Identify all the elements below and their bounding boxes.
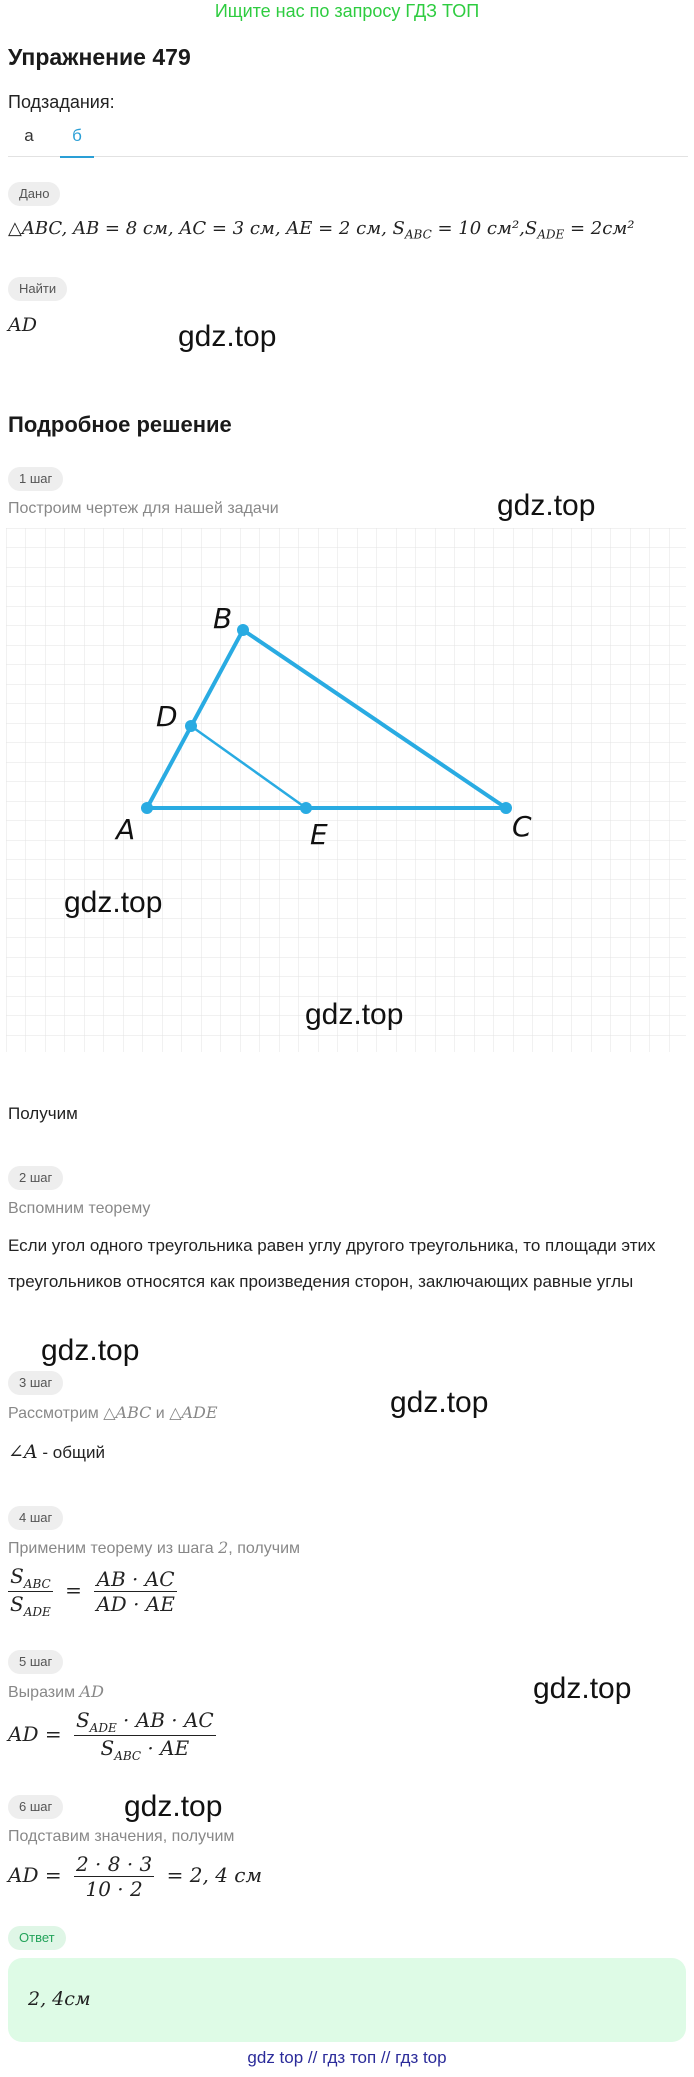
watermark: gdz.top [178,320,277,353]
given-line [8,218,634,242]
grid-background [6,528,686,1052]
caption-text: и [151,1405,170,1422]
denominator: AD · AE [96,1592,175,1616]
subscript: ADE [89,1721,117,1735]
caption-math: AD [79,1682,104,1701]
label-b: B [213,602,233,635]
numerator [74,1708,216,1736]
label-e: E [310,818,328,851]
caption-text: Применим теорему из шага [8,1540,219,1557]
step-chip: 4 шаг [8,1506,63,1530]
got-label: Получим [8,1104,78,1123]
angle-math: ∠A [8,1441,38,1463]
page-title: Упражнение 479 [8,44,191,70]
step-chip: 3 шаг [8,1371,63,1395]
subtasks-label: Подзадания: [8,92,115,112]
symbol: S [10,1592,24,1616]
denominator [74,1736,216,1763]
caption-text: Рассмотрим [8,1405,104,1422]
step-caption: Подставим значения, получим [8,1828,235,1845]
symbol: S [10,1564,24,1588]
label-c: C [512,810,532,843]
caption-text: Выразим [8,1684,80,1701]
denominator: 10 · 2 [85,1877,143,1901]
watermark: gdz.top [497,489,596,522]
fraction [74,1708,216,1763]
caption-math: 2 [218,1538,229,1557]
step-chip: 2 шаг [8,1166,63,1190]
numerator: 2 · 8 · 3 [75,1852,153,1876]
subtask-tabs [8,118,688,157]
step-caption [8,1538,300,1558]
subscript: ABC [114,1749,142,1763]
footer-links[interactable]: gdz top // гдз топ // гдз top [247,2048,447,2067]
watermark: gdz.top [390,1386,489,1419]
formula-lhs: AD = [8,1863,62,1887]
point-a [141,802,153,814]
step-caption [8,1682,104,1702]
step-chip: 1 шаг [8,467,63,491]
caption-text: , получим [228,1540,301,1557]
point-c [500,802,512,814]
symbol: S [100,1736,115,1760]
formula-result [8,1852,262,1901]
formula-ad [8,1708,216,1763]
equals: = [65,1578,82,1602]
answer-box [8,1958,686,2042]
watermark: gdz.top [305,998,404,1031]
answer-value: 2, 4см [28,1988,91,2010]
step-caption: Построим чертеж для нашей задачи [8,500,279,517]
watermark: gdz.top [64,886,163,919]
label-a: A [116,813,136,846]
step-caption: Вспомним теорему [8,1200,151,1217]
point-b [237,624,249,636]
fraction-rhs [94,1567,177,1616]
formula-ratio [8,1564,177,1619]
denominator [8,1592,53,1619]
fraction [74,1852,154,1901]
common-angle-line [8,1441,105,1464]
watermark: gdz.top [41,1334,140,1367]
triangle-diagram [6,528,686,1052]
label-d: D [156,700,178,733]
numerator: AB · AC [94,1567,177,1592]
caption-math: △ADE [169,1403,218,1422]
tab-a[interactable]: а [24,126,34,145]
find-chip: Найти [8,277,67,301]
step-chip: 6 шаг [8,1795,63,1819]
symbol: · AB · AC [116,1708,214,1732]
top-banner: Ищите нас по запросу ГДЗ ТОП [214,1,480,21]
formula-rhs: = 2, 4 см [166,1863,263,1887]
step-caption [8,1403,218,1423]
subscript: ADE [23,1605,51,1619]
given-part: △ABC, AB = 8 см, AC = 3 см, AE = 2 см, S [8,218,405,239]
tab-b[interactable]: б [60,126,94,158]
watermark: gdz.top [533,1672,632,1705]
symbol: · AE [141,1736,190,1760]
find-value: AD [8,314,37,336]
formula-lhs: AD = [8,1722,62,1746]
step-chip: 5 шаг [8,1650,63,1674]
given-sub-abc: ABC [404,227,432,242]
fraction-lhs [8,1564,53,1619]
given-chip: Дано [8,182,60,206]
theorem-text: Если угол одного треугольника равен углу другого треугольника, то площади этих треугольников относятся как произведения сторон, заключающих равные углы [8,1236,656,1291]
given-sub-ade: ADE [537,227,565,242]
numerator [8,1564,53,1592]
watermark: gdz.top [124,1790,223,1823]
subscript: ABC [23,1577,51,1591]
point-e [300,802,312,814]
given-part: = 2см² [564,218,635,239]
point-d [185,720,197,732]
answer-chip: Ответ [8,1926,66,1950]
angle-text: - общий [37,1443,105,1462]
solution-title: Подробное решение [8,412,232,437]
given-part: = 10 см²,S [431,218,538,239]
symbol: S [75,1708,90,1732]
caption-math: △ABC [103,1403,152,1422]
